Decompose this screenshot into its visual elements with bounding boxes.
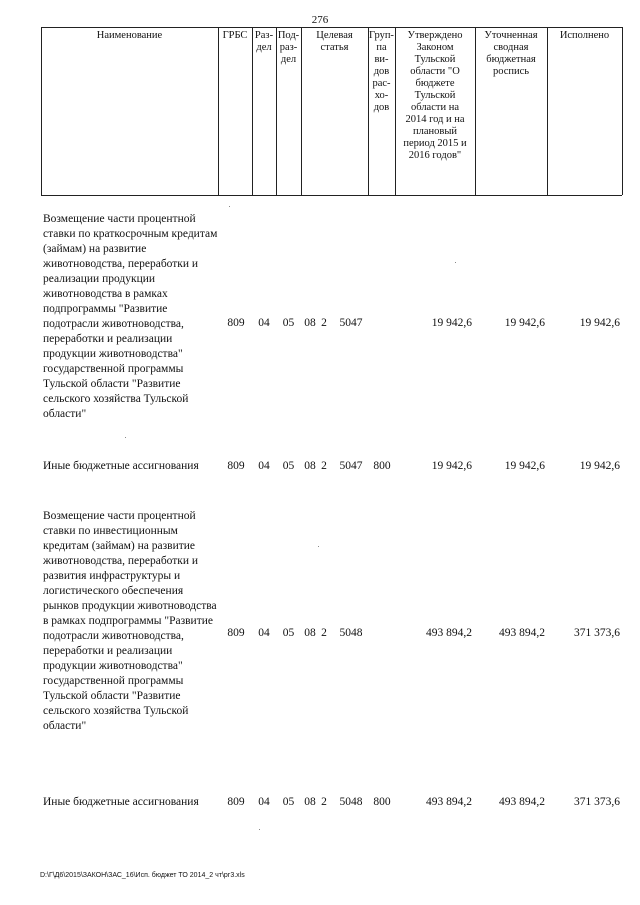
row-name: Иные бюджетные ассигнования (43, 796, 199, 808)
column-divider (547, 27, 548, 195)
cell-approved: 493 894,2 (426, 627, 472, 639)
header-name: Наименование (96, 30, 163, 41)
cell-grbs: 809 (227, 460, 245, 472)
cell-approved: 19 942,6 (431, 317, 472, 329)
cell-razdel: 04 (258, 317, 270, 329)
cell-target-program: 08 (304, 317, 316, 329)
header-group: Груп- па ви- дов рас- хо- дов (369, 30, 394, 113)
cell-target-code: 5047 (339, 460, 363, 472)
cell-target-subprogram: 2 (321, 460, 327, 472)
cell-target-program: 08 (304, 796, 316, 808)
cell-podrazdel: 05 (282, 627, 295, 639)
row-name: Возмещение части процентной ставки по краткосрочным кредитам (займам) на развитие животноводства, переработки и реализации продукции животноводства в рамках подпрограммы "Развитие подотрасли животноводства, переработки и реализации продукции животноводства" государственной программы Тульской области "Развитие сельского хозяйства Тульской области" (43, 213, 218, 420)
header-top-border (41, 27, 622, 28)
cell-executed: 19 942,6 (579, 460, 620, 472)
cell-target-subprogram: 2 (321, 317, 327, 329)
scan-speck (318, 546, 319, 547)
page-number: 276 (311, 14, 329, 26)
cell-refined: 19 942,6 (504, 317, 545, 329)
cell-refined: 493 894,2 (499, 627, 545, 639)
cell-podrazdel: 05 (282, 460, 295, 472)
cell-target-program: 08 (304, 627, 316, 639)
header-razdel: Раз- дел (254, 30, 274, 53)
header-podrazdel: Под- раз- дел (277, 30, 300, 65)
cell-group: 800 (373, 460, 391, 472)
header-grbs: ГРБС (222, 30, 248, 41)
cell-target-code: 5047 (339, 317, 363, 329)
footer-file-path: D:\Г\Д6\2015\ЗАКОН\ЗАС_16\Исп. бюджет ТО 2014_2 чт\рг3.xls (40, 872, 245, 879)
cell-approved: 493 894,2 (426, 796, 472, 808)
header-approved: Утверждено Законом Тульской области "О бюджете Тульской области на 2014 год и на плановый период 2015 и 2016 годов" (403, 30, 467, 161)
cell-target-subprogram: 2 (321, 796, 327, 808)
column-divider (218, 27, 219, 195)
header-executed: Исполнено (559, 30, 610, 41)
scan-speck (259, 829, 260, 830)
cell-refined: 19 942,6 (504, 460, 545, 472)
cell-executed: 19 942,6 (579, 317, 620, 329)
column-divider (622, 27, 623, 195)
cell-approved: 19 942,6 (431, 460, 472, 472)
cell-grbs: 809 (227, 627, 245, 639)
header-refined: Уточненная сводная бюджетная роспись (484, 30, 538, 77)
header-bottom-border (41, 195, 622, 196)
cell-razdel: 04 (258, 627, 270, 639)
scan-speck (455, 262, 456, 263)
cell-podrazdel: 05 (282, 317, 295, 329)
cell-grbs: 809 (227, 796, 245, 808)
cell-group: 800 (373, 796, 391, 808)
cell-razdel: 04 (258, 460, 270, 472)
cell-refined: 493 894,2 (499, 796, 545, 808)
cell-target-subprogram: 2 (321, 627, 327, 639)
cell-target-code: 5048 (339, 796, 363, 808)
cell-executed: 371 373,6 (574, 796, 620, 808)
row-name: Возмещение части процентной ставки по инвестиционным кредитам (займам) на развитие животноводства, переработки и развития инфраструктуры и логистического обеспечения рынков продукции животноводства в рамках подпрограммы "Развитие подотрасли животноводства, переработки и реализации продукции животноводства" государственной программы Тульской области "Развитие сельского хозяйства Тульской области" (43, 510, 217, 732)
cell-razdel: 04 (258, 796, 270, 808)
cell-podrazdel: 05 (282, 796, 295, 808)
cell-target-code: 5048 (339, 627, 363, 639)
column-divider (41, 27, 42, 195)
row-name: Иные бюджетные ассигнования (43, 460, 199, 472)
scan-speck (229, 206, 230, 207)
cell-grbs: 809 (227, 317, 245, 329)
cell-target-program: 08 (304, 460, 316, 472)
header-target: Целевая статья (316, 30, 353, 53)
cell-executed: 371 373,6 (574, 627, 620, 639)
scan-speck (125, 437, 126, 438)
